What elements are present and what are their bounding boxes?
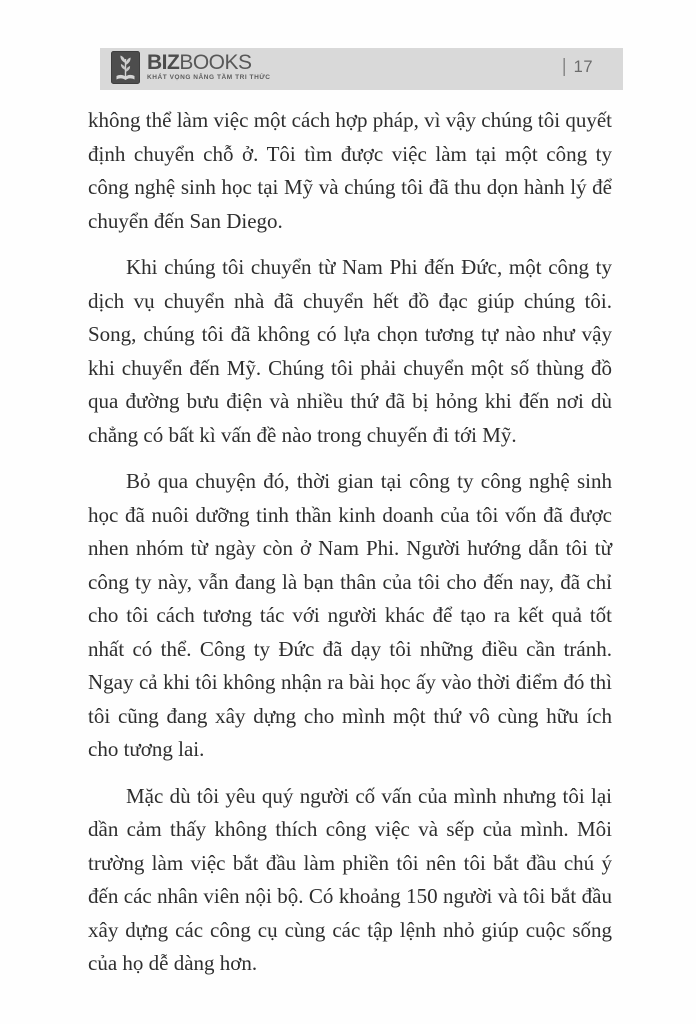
logo-wordmark-stack <box>147 53 271 82</box>
paragraph: không thể làm việc một cách hợp pháp, vì vậy chúng tôi quyết định chuyển chỗ ở. Tôi tìm được việc làm tại một công ty công nghệ sinh học tại Mỹ và chúng tôi đã thu dọn hành lý để chuyển đến San Diego. <box>88 108 612 233</box>
page-number-group <box>562 57 593 79</box>
page-number-separator: | <box>561 55 567 77</box>
paragraph: Khi chúng tôi chuyển từ Nam Phi đến Đức, một công ty dịch vụ chuyển nhà đã chuyển hết đồ đạc giúp chúng tôi. Song, chúng tôi đã không có lựa chọn tương tự nào như vậy khi chuyển đến Mỹ. Chúng tôi phải chuyển một số thùng đồ qua đường bưu điện và nhiều thứ đã bị hỏng khi đến nơi dù chẳng có bất kì vấn đề nào trong chuyến đi tới Mỹ. <box>88 255 612 447</box>
paragraph: Mặc dù tôi yêu quý người cố vấn của mình nhưng tôi lại dần cảm thấy không thích công việc và sếp của mình. Môi trường làm việc bắt đầu làm phiền tôi nên tôi bắt đầu chú ý đến các nhân viên nội bộ. Có khoảng 150 người và tôi bắt đầu xây dựng các công cụ cùng các tập lệnh nhỏ giúp cuộc sống của họ dễ dàng hơn. <box>88 783 612 975</box>
body-text <box>88 104 612 994</box>
page-header-bar <box>100 48 623 87</box>
logo-brand-light: BOOKS <box>179 51 252 75</box>
paragraph: Bỏ qua chuyện đó, thời gian tại công ty công nghệ sinh học đã nuôi dưỡng tinh thần kinh doanh của tôi vốn đã được nhen nhóm từ ngày còn ở Nam Phi. Người hướng dẫn tôi từ công ty này, vẫn đang là bạn thân của tôi cho đến nay, đã chỉ cho tôi cách tương tác với người khác để tạo ra kết quả tốt nhất có thể. Công ty Đức đã dạy tôi những điều cần tránh. Ngay cả khi tôi không nhận ra bài học ấy vào thời điểm đó thì tôi cũng đang xây dựng cho mình một thứ vô cùng hữu ích cho tương lai. <box>88 469 612 761</box>
logo-wordmark <box>147 53 271 73</box>
bizbooks-logo <box>111 51 271 84</box>
bizbooks-emblem-icon <box>111 51 140 84</box>
logo-tagline: KHÁT VỌNG NÂNG TẦM TRI THỨC <box>147 74 271 82</box>
logo-brand-bold: BIZ <box>147 51 180 75</box>
page-number: 17 <box>573 58 593 76</box>
